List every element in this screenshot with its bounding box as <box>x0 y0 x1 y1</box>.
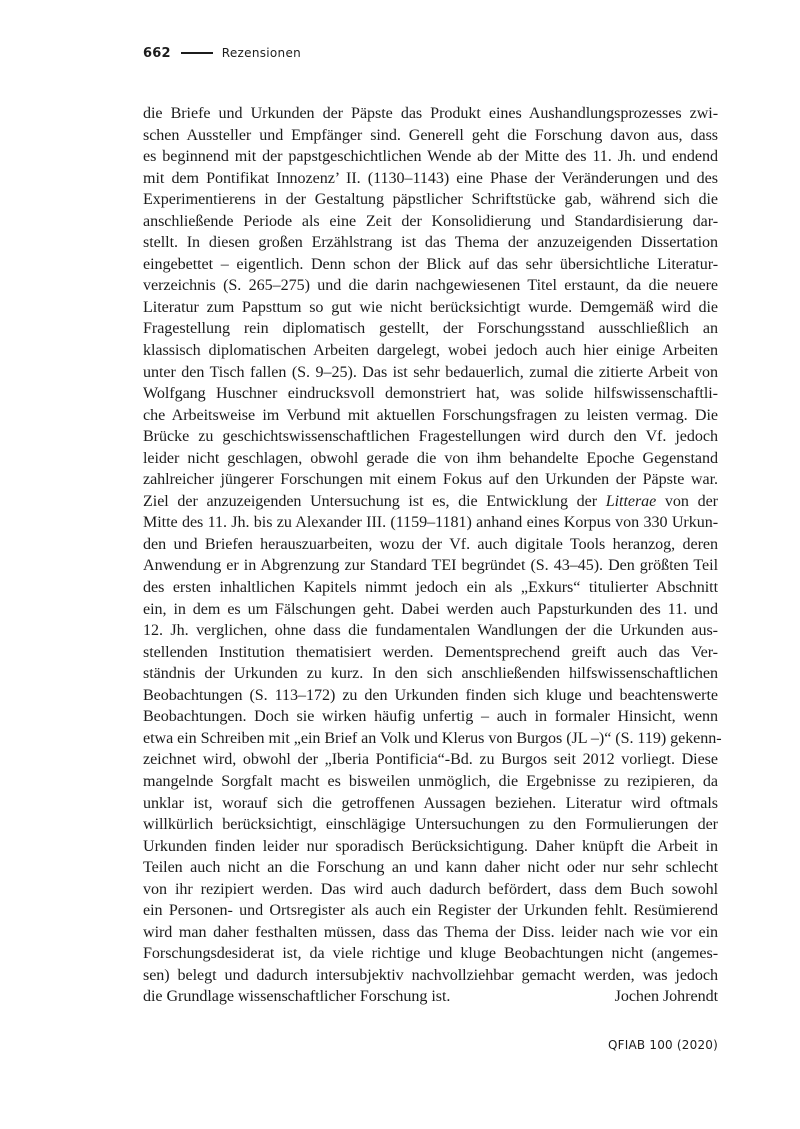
text-line: von ihr rezipiert werden. Das wird auch dadurch befördert, dass dem Buch sowohl <box>143 880 718 898</box>
final-line <box>143 986 718 1008</box>
author-signature: Jochen Johrendt <box>614 988 718 1006</box>
text-line: 12. Jh. verglichen, ohne dass die fundamentalen Wandlungen der die Urkunden aus- <box>143 622 718 640</box>
text-line: zeichnet wird, obwohl der „Iberia Pontificia“-Bd. zu Burgos seit 2012 vorliegt. Diese <box>143 751 718 769</box>
text-line: des ersten inhaltlichen Kapitels nimmt jedoch ein als „Exkurs“ titulierter Abschnitt <box>143 579 718 597</box>
text-line: ein, in dem es um Fälschungen geht. Dabei werden auch Papsturkunden des 11. und <box>143 600 718 618</box>
text-line: che Arbeitsweise im Verbund mit aktuellen Forschungsfragen zu leisten vermag. Die <box>143 406 718 424</box>
text-line: mangelnde Sorgfalt macht es bisweilen unmöglich, die Ergebnisse zu rezipieren, da <box>143 772 718 790</box>
text-segment: von der <box>656 492 718 510</box>
text-line: unklar ist, worauf sich die getroffenen Aussagen beziehen. Literatur wird oftmals <box>143 794 718 812</box>
text-line: klassisch diplomatischen Arbeiten dargelegt, wobei jedoch auch hier einige Arbeiten <box>143 342 718 360</box>
text-line: sen) belegt und dadurch intersubjektiv nachvollziehbar gemacht werden, was jedoch <box>143 966 718 984</box>
italic-term: Litterae <box>605 492 657 510</box>
text-line: Fragestellung rein diplomatisch gestellt, der Forschungsstand ausschließlich an <box>143 320 718 338</box>
page-number: 662 <box>143 45 171 61</box>
text-line: schen Aussteller und Empfänger sind. Generell geht die Forschung davon aus, dass <box>143 126 718 144</box>
text-line: Teilen auch nicht an die Forschung an und kann daher nicht oder nur sehr schlecht <box>143 859 718 877</box>
text-line: den und Briefen herauszuarbeiten, wozu der Vf. auch digitale Tools heranzog, deren <box>143 535 718 553</box>
text-line: ein Personen- und Ortsregister als auch ein Register der Urkunden fehlt. Resümierend <box>143 902 718 920</box>
text-line: Forschungsdesiderat ist, da viele richtige und kluge Beobachtungen nicht (angemes- <box>143 945 718 963</box>
text-line: Mitte des 11. Jh. bis zu Alexander III. (1159–1181) anhand eines Korpus von 330 Urkun- <box>143 514 718 532</box>
text-line: wird man daher festhalten müssen, dass das Thema der Diss. leider nach wie vor ein <box>143 923 718 941</box>
running-title: Rezensionen <box>221 46 302 60</box>
text-line: Literatur zum Papsttum so gut wie nicht berücksichtigt wurde. Demgemäß wird die <box>143 298 718 316</box>
text-line: Wolfgang Huschner eindrucksvoll demonstriert hat, was solide hilfswissenschaftli- <box>143 385 718 403</box>
text-line: es beginnend mit der papstgeschichtlichen Wende ab der Mitte des 11. Jh. und endend <box>143 148 718 166</box>
text-line: stellt. In diesen großen Erzählstrang ist das Thema der anzuzeigenden Dissertation <box>143 234 718 252</box>
text-line: eingebettet – eigentlich. Denn schon der Blick auf das sehr übersichtliche Literatur- <box>143 255 718 273</box>
review-body <box>143 103 722 1008</box>
text-line: willkürlich berücksichtigt, einschlägige Untersuchungen zu den Formulierungen der <box>143 816 718 834</box>
text-line: die Briefe und Urkunden der Päpste das Produkt eines Aushandlungsprozesses zwi- <box>143 105 718 122</box>
text-line: mit dem Pontifikat Innozenz’ II. (1130–1143) eine Phase der Veränderungen und des <box>143 169 718 187</box>
text-line: Urkunden finden leider nur sporadisch Berücksichtigung. Daher knüpft die Arbeit in <box>143 837 718 855</box>
text-line: Beobachtungen (S. 113–172) zu den Urkunden finden sich kluge und beachtenswerte <box>143 686 718 704</box>
text-line: ständnis der Urkunden zu kurz. In den sich anschließenden hilfswissenschaftlichen <box>143 665 718 683</box>
text-line: Anwendung er in Abgrenzung zur Standard TEI begründet (S. 43–45). Den größten Teil <box>143 557 718 575</box>
text-line: stellenden Institution thematisiert werden. Dementsprechend greift auch das Ver- <box>143 643 718 661</box>
text-line: verzeichnis (S. 265–275) und die darin nachgewiesenen Titel erstaunt, da die neuere <box>143 277 718 295</box>
text-segment: Ziel der anzuzeigenden Untersuchung ist es, die Entwicklung der <box>143 492 606 510</box>
text-line: unter den Tisch fallen (S. 9–25). Das ist sehr bedauerlich, zumal die zitierte Arbeit von <box>143 363 718 381</box>
journal-footer: QFIAB 100 (2020) <box>608 1038 718 1052</box>
text-line: leider nicht geschlagen, obwohl gerade die von ihm behandelte Epoche Gegenstand <box>143 449 718 467</box>
text-line-with-italic <box>143 491 718 513</box>
text-line: Beobachtungen. Doch sie wirken häufig unfertig – auch in formaler Hinsicht, wenn <box>143 708 718 726</box>
running-header <box>143 43 301 63</box>
header-rule <box>181 52 213 54</box>
text-line: anschließende Periode als eine Zeit der Konsolidierung und Standardisierung dar- <box>143 212 718 230</box>
text-line: zahlreicher jüngerer Forschungen mit einem Fokus auf den Urkunden der Päpste war. <box>143 471 718 489</box>
text-line: Experimentierens in der Gestaltung päpstlicher Schriftstücke gab, während sich die <box>143 191 718 209</box>
text-line: etwa ein Schreiben mit „ein Brief an Volk und Klerus von Burgos (JL –)“ (S. 119) gekenn- <box>143 729 722 747</box>
text-line: Brücke zu geschichtswissenschaftlichen Fragestellungen wird durch den Vf. jedoch <box>143 428 718 446</box>
text-segment: die Grundlage wissenschaftlicher Forschung ist. <box>143 988 451 1006</box>
